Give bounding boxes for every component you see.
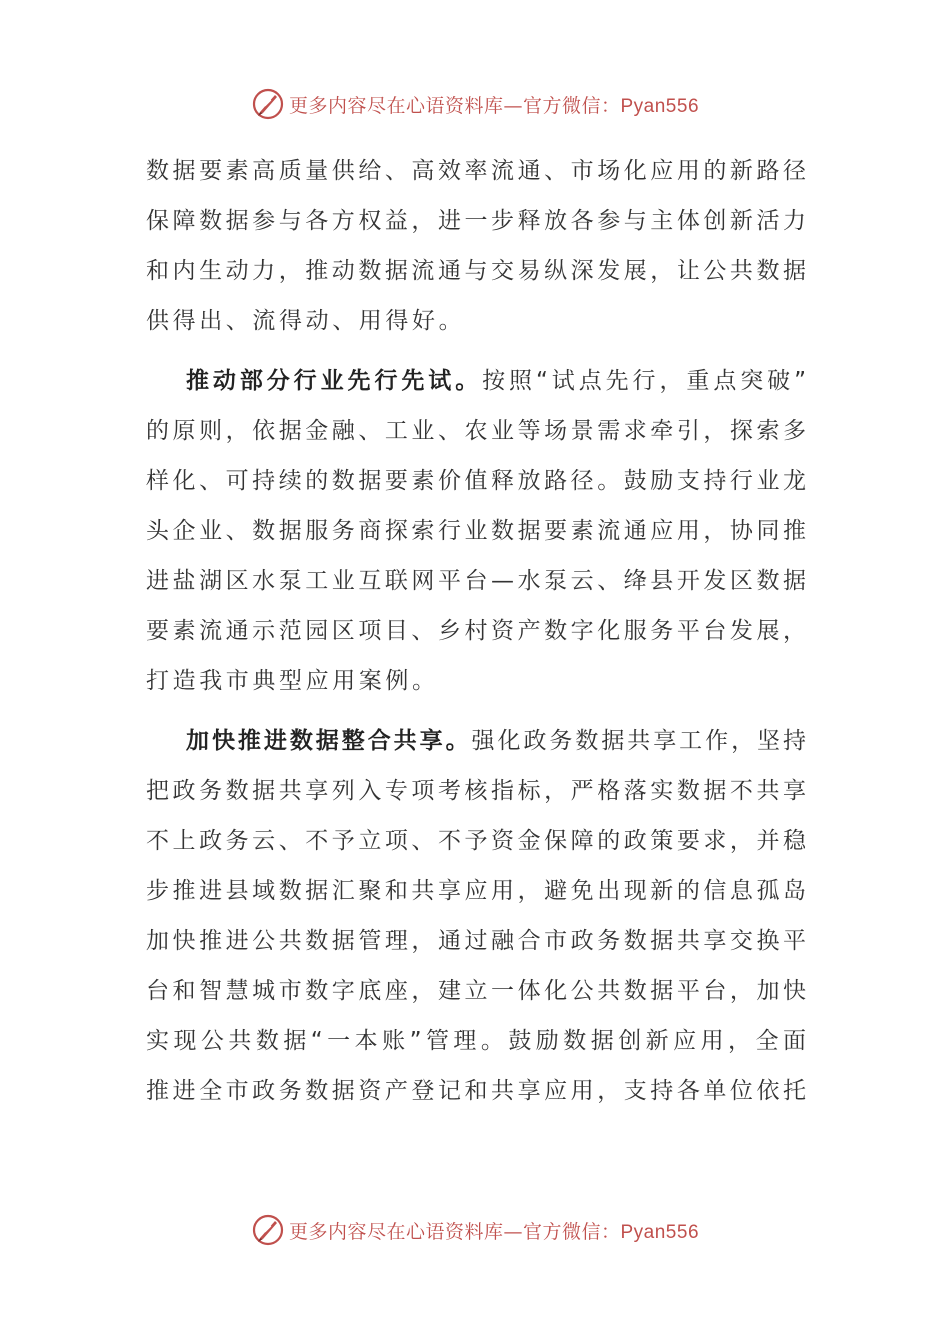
document-body (146, 146, 806, 1116)
text-line: 的原则，依据金融、工业、农业等场景需求牵引，探索多 (146, 418, 806, 444)
text-line: 进盐湖区水泵工业互联网平台—水泵云、绛县开发区数据 (146, 568, 806, 594)
text-line: 数据要素高质量供给、高效率流通、市场化应用的新路径 (146, 158, 806, 184)
text-line: 步推进县域数据汇聚和共享应用，避免出现新的信息孤岛 (146, 878, 806, 904)
paragraph-heading: 加快推进数据整合共享。 (186, 728, 472, 754)
text-run: 强化政务数据共享工作，坚持 (471, 728, 807, 754)
text-line: 把政务数据共享列入专项考核指标，严格落实数据不共享 (146, 778, 806, 804)
paragraph-heading: 推动部分行业先行先试。 (186, 368, 483, 394)
text-line: 实现公共数据“一本账”管理。鼓励数据创新应用，全面 (146, 1028, 806, 1054)
quill-logo-icon (251, 1213, 285, 1247)
text-line: 样化、可持续的数据要素价值释放路径。鼓励支持行业龙 (146, 468, 806, 494)
text-line: 打造我市典型应用案例。 (146, 668, 439, 694)
header-banner-text: 更多内容尽在心语资料库—官方微信：Pyan556 (288, 94, 700, 117)
text-line: 和内生动力，推动数据流通与交易纵深发展，让公共数据 (146, 258, 806, 284)
text-run: 按照“试点先行，重点突破” (482, 368, 806, 394)
quill-logo-icon (251, 87, 285, 121)
text-line: 头企业、数据服务商探索行业数据要素流通应用，协同推 (146, 518, 806, 544)
paragraph-2 (146, 356, 806, 706)
text-line: 不上政务云、不予立项、不予资金保障的政策要求，并稳 (146, 828, 806, 854)
header-banner (0, 84, 950, 124)
paragraph-3 (146, 716, 806, 1116)
text-line: 供得出、流得动、用得好。 (146, 308, 466, 334)
paragraph-1 (146, 146, 806, 346)
text-line (146, 716, 806, 766)
text-line: 台和智慧城市数字底座，建立一体化公共数据平台，加快 (146, 978, 806, 1004)
text-line: 加快推进公共数据管理，通过融合市政务数据共享交换平 (146, 928, 806, 954)
footer-banner-text: 更多内容尽在心语资料库—官方微信：Pyan556 (288, 1220, 700, 1243)
footer-banner (0, 1210, 950, 1250)
text-line: 推进全市政务数据资产登记和共享应用，支持各单位依托 (146, 1078, 806, 1104)
text-line: 要素流通示范园区项目、乡村资产数字化服务平台发展， (146, 618, 806, 644)
text-line: 保障数据参与各方权益，进一步释放各参与主体创新活力 (146, 208, 806, 234)
text-line (146, 356, 806, 406)
